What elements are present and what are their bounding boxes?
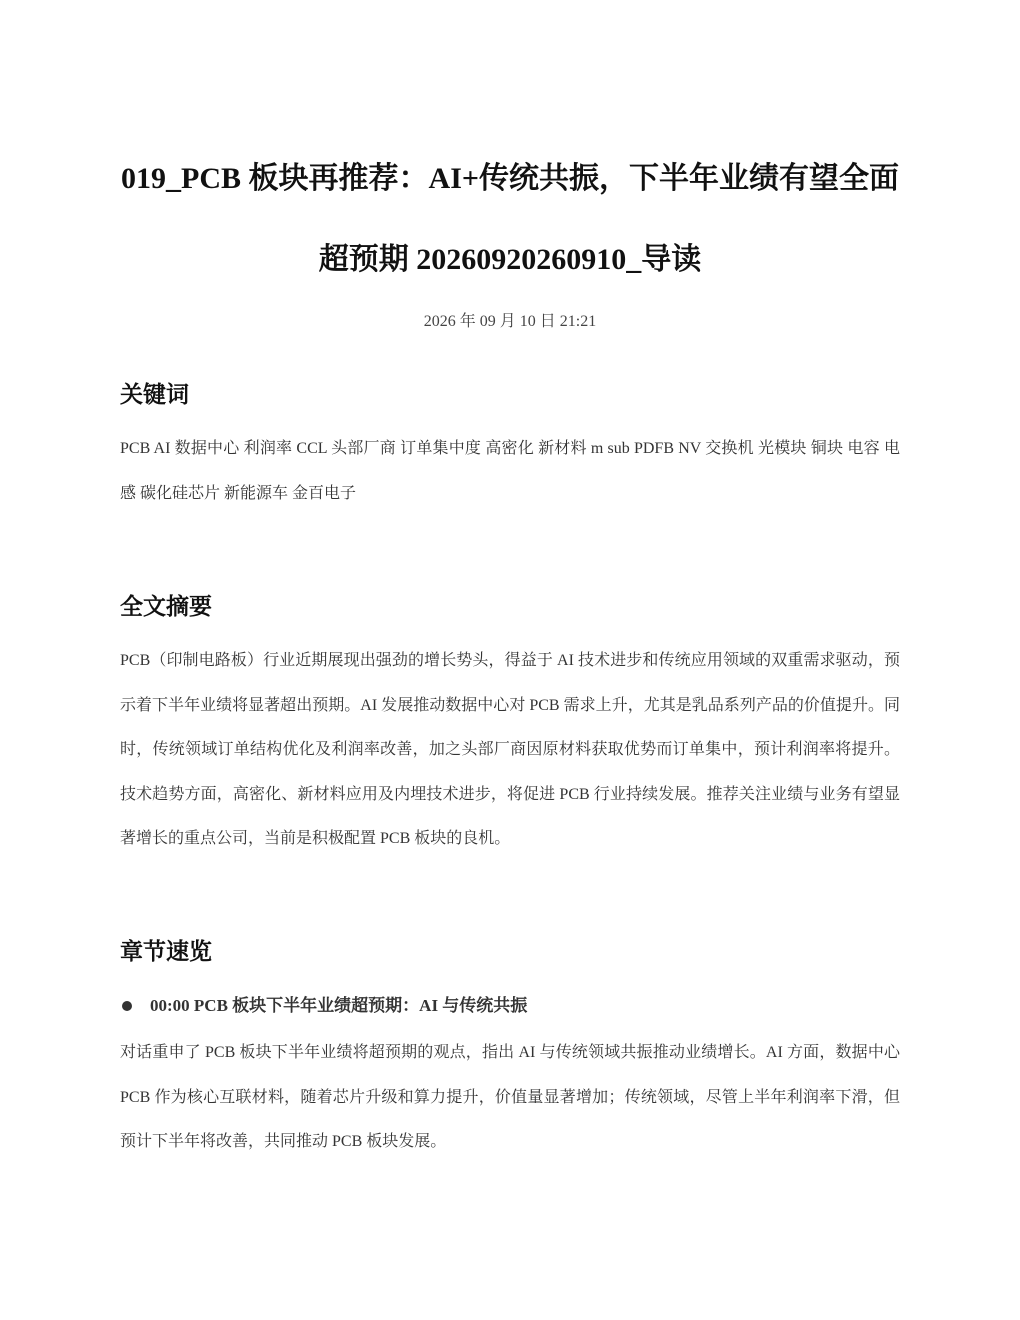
chapter-text: 对话重申了 PCB 板块下半年业绩将超预期的观点，指出 AI 与传统领域共振推动业绩增长。AI 方面，数据中心 PCB 作为核心互联材料，随着芯片升级和算力提升，价值量显著增加；传统领域，尽管上半年利润率下滑，但预计下半年将改善，共同推动 PCB 板块发展。 [120,1044,900,1150]
chapter-title: 00:00 PCB 板块下半年业绩超预期：AI 与传统共振 [150,996,528,1015]
summary-text: PCB（印制电路板）行业近期展现出强劲的增长势头，得益于 AI 技术进步和传统应用领域的双重需求驱动，预示着下半年业绩将显著超出预期。AI 发展推动数据中心对 PCB 需求上升，尤其是乳品系列产品的价值提升。同时，传统领域订单结构优化及利润率改善，加之头部厂商因原材料获取优势而订单集中，预计利润率将提升。技术趋势方面，高密化、新材料应用及内埋技术进步，将促进 PCB 行业持续发展。推荐关注业绩与业务有望显著增长的重点公司，当前是积极配置 PCB 板块的良机。 [120,652,900,847]
document-date: 2026 年 09 月 10 日 21:21 [423,313,597,330]
summary-heading: 全文摘要 [120,593,212,619]
bullet-icon [122,1001,132,1011]
chapter-item [120,992,900,1022]
keywords-heading: 关键词 [120,381,189,407]
document-title: 019_PCB 板块再推荐：AI+传统共振，下半年业绩有望全面超预期 20260920260910_导读 [121,162,899,276]
chapters-heading: 章节速览 [120,938,212,964]
keywords-text: PCB AI 数据中心 利润率 CCL 头部厂商 订单集中度 高密化 新材料 m sub PDFB NV 交换机 光模块 铜块 电容 电感 碳化硅芯片 新能源车 金百电子 [120,440,900,502]
